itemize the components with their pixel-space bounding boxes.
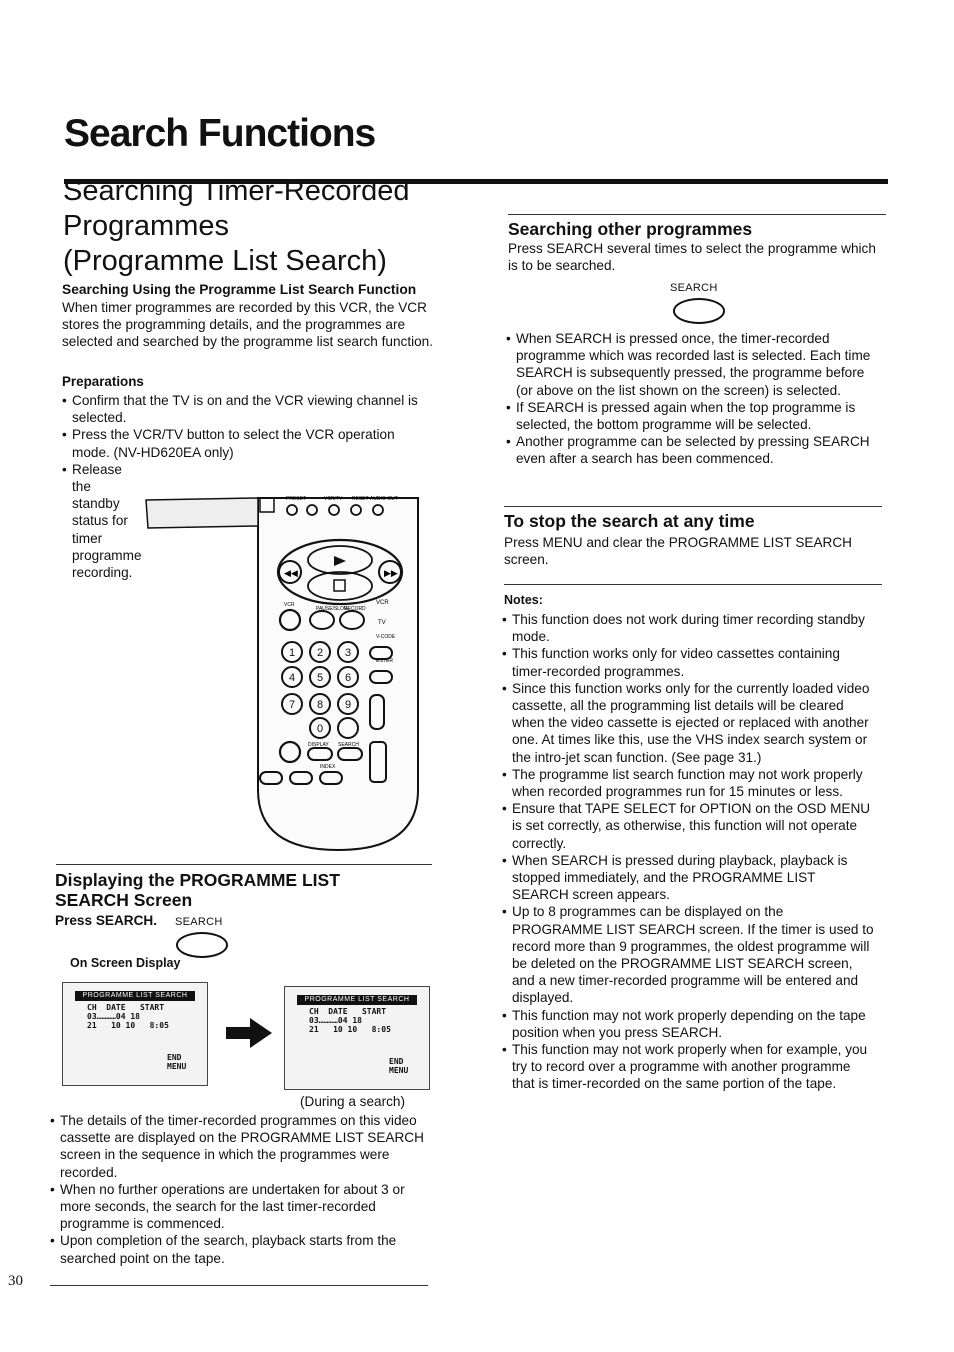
screen-menu: MENU [167,1062,187,1071]
section-title-line-2: Programmes [63,210,229,242]
remote-label-reset: RESET [352,496,369,502]
search-key-icon [176,932,228,958]
remote-label-vcr: VCR [284,602,295,608]
note-item: • The programme list search function may not work properly when recorded programmes run for 15 minutes or less. [502,766,874,800]
screen-header: CH DATE START [309,1007,387,1016]
note-item: • Up to 8 programmes can be displayed on the PROGRAMME LIST SEARCH screen. If the timer is used to record more than 9 programmes, the oldest programme will be deleted on the PROGRAMME LIST SEARCH screen, and a new timer-recorded programme will be entered and displayed. [502,903,874,1006]
intro-paragraph: When timer programmes are recorded by this VCR, the VCR stores the programming details, and the programmes are selected and searched by the programme list search function. [62,300,434,349]
screen-row-1: 03…………04 18 [309,1016,362,1025]
digit-3: 3 [344,647,352,659]
remote-label-tv: TV [378,620,386,626]
remote-label-display: DISPLAY [308,742,329,748]
stop-search-heading: To stop the search at any time [504,511,755,531]
search-key-label-left: SEARCH [175,916,223,928]
divider-right-mid [504,506,882,507]
other-bullet: • Another programme can be selected by pressing SEARCH even after a search has been commenced. [506,433,878,467]
digit-4: 4 [288,672,296,684]
svg-text:◀◀: ◀◀ [284,569,298,579]
display-bullet: • When no further operations are undertaken for about 3 or more seconds, the search for the last timer-recorded programme is commenced. [50,1181,425,1233]
divider-notes [504,584,882,585]
screen-menu: MENU [389,1066,409,1075]
section-title-line-3: (Programme List Search) [63,245,387,277]
section-title [63,174,463,279]
osd-screen-during-search [284,986,430,1090]
digit-0: 0 [316,723,324,735]
note-item: • This function may not work properly depending on the tape position when you press SEARCH. [502,1007,874,1041]
remote-label-index: INDEX [320,764,336,770]
remote-label-vcrtv: VCR/TV [324,496,343,502]
preparation-item: • Press the VCR/TV button to select the VCR operation mode. (NV-HD620EA only) [62,426,430,460]
page-title: Search Functions [64,112,376,155]
digit-8: 8 [316,699,324,711]
screen-title-bar: PROGRAMME LIST SEARCH [297,995,417,1005]
display-heading-line-2: SEARCH Screen [55,890,193,910]
notes-title: Notes: [504,593,543,607]
note-item: • Ensure that TAPE SELECT for OPTION on the OSD MENU is set correctly, as otherwise, this function will not operate correctly. [502,800,874,852]
digit-7: 7 [288,699,296,711]
note-item: • When SEARCH is pressed during playback, playback is stopped immediately, and the PROGRAMME LIST SEARCH screen appears. [502,852,874,904]
section-title-line-1: Searching Timer-Recorded [63,175,410,207]
digit-5: 5 [316,672,324,684]
remote-control-illustration [140,490,440,860]
display-bullets [50,1112,425,1267]
remote-label-record: RECORD [344,606,366,612]
preparation-item: • Release the standby status for timer programme recording. [62,461,142,581]
note-item: • This function may not work properly when for example, you try to record over a programme with another programme that is timer-recorded on the same portion of the tape. [502,1041,874,1093]
other-programmes-bullets [506,330,878,468]
remote-label-audio-out: AUDIO OUT [370,496,398,502]
screen-end: END [389,1057,404,1066]
digit-1: 1 [288,647,296,659]
remote-label-vcr-right: VCR [376,600,389,606]
digit-6: 6 [344,672,352,684]
press-search-text [55,912,157,929]
svg-text:▶▶: ▶▶ [384,569,398,579]
press-search-label: Press SEARCH. [55,913,157,928]
osd-screen-initial [62,982,208,1086]
divider-right-top [508,214,886,215]
other-bullet: • When SEARCH is pressed once, the timer-recorded programme which was recorded last is selected. Each time SEARCH is subsequently pressed, the programme before (or above on the list shown on the screen) is selected. [506,330,878,399]
search-key-icon-right [673,298,725,324]
screen-row-2: 21 10 10 8:05 [87,1021,169,1030]
display-heading-line-1: Displaying the PROGRAMME LIST [55,870,340,890]
page-number: 30 [8,1273,23,1289]
during-search-caption: (During a search) [300,1094,406,1109]
screen-title-bar: PROGRAMME LIST SEARCH [75,991,195,1001]
remote-label-vcode: V-CODE [376,634,396,640]
preparation-item: • Confirm that the TV is on and the VCR viewing channel is selected. [62,392,430,426]
display-heading [55,870,340,910]
note-item: • This function does not work during timer recording standby mode. [502,611,874,645]
display-bullet: • Upon completion of the search, playback starts from the searched point on the tape. [50,1232,425,1266]
remote-label-search: SEARCH [338,742,359,748]
remote-label-pause-slow: PAUSE/SLOW [316,606,349,612]
other-bullet: • If SEARCH is pressed again when the top programme is selected, the bottom programme will be selected. [506,399,878,433]
other-programmes-heading: Searching other programmes [508,219,753,239]
stop-search-text: Press MENU and clear the PROGRAMME LIST SEARCH screen. [504,535,852,567]
preparations-title: Preparations [62,374,144,389]
display-bullet: • The details of the timer-recorded programmes on this video cassette are displayed on the PROGRAMME LIST SEARCH screen in the sequence in which the programmes were recorded. [50,1112,425,1181]
note-item: • This function works only for video cassettes containing timer-recorded programmes. [502,645,874,679]
other-programmes-intro: Press SEARCH several times to select the programme which is to be searched. [508,241,876,273]
screen-row-1: 03…………04 18 [87,1012,140,1021]
digit-9: 9 [344,699,352,711]
footer-rule [50,1285,428,1286]
digit-2: 2 [316,647,324,659]
screen-row-2: 21 10 10 8:05 [309,1025,391,1034]
on-screen-display-label: On Screen Display [70,956,181,970]
subhead-programme-list: Searching Using the Programme List Search Function [62,282,417,297]
remote-label-enter: ENTER [376,658,393,664]
screen-header: CH DATE START [87,1003,165,1012]
notes-list [502,611,874,1093]
remote-label-preset: PRESET [286,496,307,502]
note-item: • Since this function works only for the currently loaded video cassette, all the programming list details will be cleared when the video cassette is ejected or replaced with another one. At times like this, use the VHS index search system or the intro-jet scan function. (See page 31.) [502,680,874,766]
right-arrow-icon [226,1018,272,1048]
divider-left [56,864,432,865]
search-key-label-right: SEARCH [670,282,718,294]
screen-end: END [167,1053,182,1062]
